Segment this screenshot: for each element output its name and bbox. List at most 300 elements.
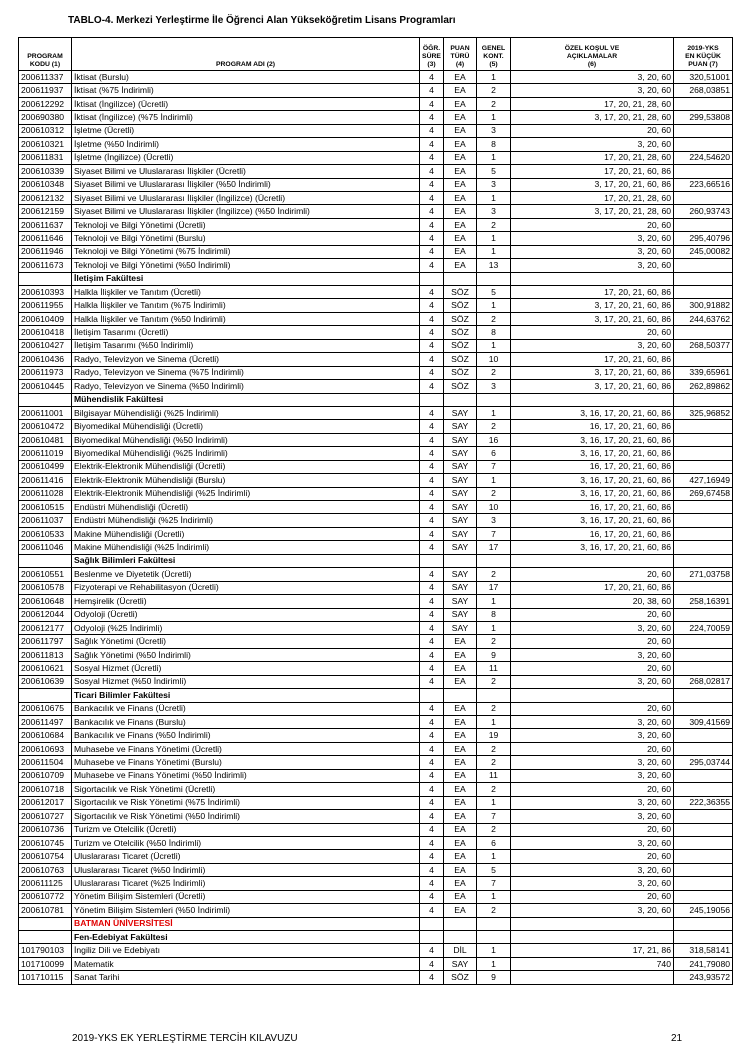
program-code: 200610409 [19, 312, 72, 325]
program-conditions: 16, 17, 20, 21, 60, 86 [511, 460, 674, 473]
empty-cell [511, 689, 674, 702]
program-score-type: EA [444, 756, 477, 769]
program-code: 200610445 [19, 380, 72, 393]
empty-cell [420, 393, 444, 406]
table-row [19, 662, 733, 675]
program-code: 101710099 [19, 957, 72, 970]
program-code: 200611125 [19, 877, 72, 890]
program-name: İletişim Tasarımı (%50 İndirimli) [72, 339, 420, 352]
program-name: İktisat (Burslu) [72, 71, 420, 84]
program-quota: 2 [477, 783, 511, 796]
program-score-type: EA [444, 742, 477, 755]
program-conditions: 20, 60 [511, 702, 674, 715]
program-duration: 4 [420, 971, 444, 984]
program-name: Siyaset Bilimi ve Uluslararası İlişkiler (İngilizce) (%50 İndirimli) [72, 205, 420, 218]
program-name: Endüstri Mühendisliği (Ücretli) [72, 501, 420, 514]
program-score-type: EA [444, 218, 477, 231]
program-min-score: 320,51001 [674, 71, 733, 84]
program-score-type: EA [444, 84, 477, 97]
program-min-score: 222,36355 [674, 796, 733, 809]
table-row [19, 97, 733, 110]
program-conditions: 20, 60 [511, 568, 674, 581]
program-score-type: SAY [444, 501, 477, 514]
program-quota: 2 [477, 487, 511, 500]
program-conditions: 20, 60 [511, 850, 674, 863]
program-quota: 2 [477, 635, 511, 648]
table-row [19, 702, 733, 715]
program-min-score: 241,79080 [674, 957, 733, 970]
table-row [19, 326, 733, 339]
program-quota: 2 [477, 568, 511, 581]
program-score-type: SÖZ [444, 286, 477, 299]
program-name: Biyomedikal Mühendisliği (Ücretli) [72, 420, 420, 433]
program-quota: 9 [477, 648, 511, 661]
program-conditions: 20, 60 [511, 742, 674, 755]
program-code: 200611504 [19, 756, 72, 769]
table-row [19, 84, 733, 97]
program-conditions: 3, 20, 60 [511, 259, 674, 272]
header-name: PROGRAM ADI (2) [72, 38, 420, 71]
table-row [19, 286, 733, 299]
faculty-row [19, 689, 733, 702]
program-min-score [674, 527, 733, 540]
program-score-type: EA [444, 124, 477, 137]
program-score-type: EA [444, 850, 477, 863]
table-row [19, 151, 733, 164]
program-conditions: 3, 17, 20, 21, 60, 86 [511, 178, 674, 191]
program-quota: 5 [477, 863, 511, 876]
program-code: 200610312 [19, 124, 72, 137]
faculty-name: Ticari Bilimler Fakültesi [72, 689, 420, 702]
program-min-score [674, 286, 733, 299]
program-min-score [674, 460, 733, 473]
program-conditions: 3, 20, 60 [511, 675, 674, 688]
program-score-type: EA [444, 783, 477, 796]
program-code: 101710115 [19, 971, 72, 984]
table-row [19, 890, 733, 903]
program-score-type: SÖZ [444, 366, 477, 379]
program-duration: 4 [420, 568, 444, 581]
program-min-score: 268,03851 [674, 84, 733, 97]
program-name: Muhasebe ve Finans Yönetimi (Burslu) [72, 756, 420, 769]
program-name: Turizm ve Otelcilik (Ücretli) [72, 823, 420, 836]
program-score-type: SAY [444, 568, 477, 581]
program-conditions: 3, 20, 60 [511, 716, 674, 729]
program-quota: 1 [477, 474, 511, 487]
program-score-type: EA [444, 729, 477, 742]
program-duration: 4 [420, 366, 444, 379]
program-min-score [674, 218, 733, 231]
program-name: Uluslararası Ticaret (Ücretli) [72, 850, 420, 863]
program-score-type: SÖZ [444, 299, 477, 312]
program-conditions: 3, 16, 17, 20, 21, 60, 86 [511, 541, 674, 554]
program-name: Bankacılık ve Finans (Burslu) [72, 716, 420, 729]
program-duration: 4 [420, 420, 444, 433]
program-conditions: 3, 17, 20, 21, 60, 86 [511, 366, 674, 379]
program-score-type: SÖZ [444, 339, 477, 352]
program-quota: 3 [477, 514, 511, 527]
program-name: Hemşirelik (Ücretli) [72, 595, 420, 608]
program-min-score [674, 165, 733, 178]
program-name: Makine Mühendisliği (Ücretli) [72, 527, 420, 540]
table-row [19, 541, 733, 554]
program-code: 200610427 [19, 339, 72, 352]
program-conditions: 17, 20, 21, 60, 86 [511, 286, 674, 299]
table-row [19, 312, 733, 325]
program-duration: 4 [420, 850, 444, 863]
program-code: 101790103 [19, 944, 72, 957]
program-score-type: SAY [444, 460, 477, 473]
program-min-score [674, 124, 733, 137]
program-duration: 4 [420, 796, 444, 809]
program-code: 200611831 [19, 151, 72, 164]
program-code: 200611046 [19, 541, 72, 554]
program-name: Sigortacılık ve Risk Yönetimi (Ücretli) [72, 783, 420, 796]
empty-cell [511, 917, 674, 930]
program-score-type: SÖZ [444, 326, 477, 339]
faculty-row [19, 393, 733, 406]
program-duration: 4 [420, 621, 444, 634]
empty-cell [444, 272, 477, 285]
program-quota: 2 [477, 756, 511, 769]
program-conditions: 3, 20, 60 [511, 245, 674, 258]
program-code: 200611955 [19, 299, 72, 312]
program-quota: 8 [477, 138, 511, 151]
program-conditions [511, 971, 674, 984]
header-score-type: PUAN TÜRÜ (4) [444, 38, 477, 71]
program-score-type: SAY [444, 420, 477, 433]
program-conditions: 17, 20, 21, 28, 60 [511, 151, 674, 164]
program-conditions: 20, 60 [511, 124, 674, 137]
program-conditions: 17, 20, 21, 60, 86 [511, 581, 674, 594]
program-code: 200611416 [19, 474, 72, 487]
program-min-score: 300,91882 [674, 299, 733, 312]
program-code: 200610621 [19, 662, 72, 675]
table-header [19, 38, 733, 71]
program-code: 200611937 [19, 84, 72, 97]
program-duration: 4 [420, 581, 444, 594]
table-row [19, 191, 733, 204]
program-conditions: 3, 20, 60 [511, 232, 674, 245]
program-name: Yönetim Bilişim Sistemleri (%50 İndirimli) [72, 904, 420, 917]
program-conditions: 3, 20, 60 [511, 796, 674, 809]
page-number: 21 [671, 1033, 683, 1044]
table-row [19, 380, 733, 393]
program-min-score [674, 742, 733, 755]
program-name: Sosyal Hizmet (%50 İndirimli) [72, 675, 420, 688]
program-conditions: 3, 16, 17, 20, 21, 60, 86 [511, 487, 674, 500]
program-duration: 4 [420, 702, 444, 715]
program-score-type: EA [444, 191, 477, 204]
program-conditions: 3, 16, 17, 20, 21, 60, 86 [511, 433, 674, 446]
empty-cell [674, 689, 733, 702]
table-row [19, 460, 733, 473]
program-min-score [674, 769, 733, 782]
program-score-type: SÖZ [444, 971, 477, 984]
program-quota: 1 [477, 151, 511, 164]
program-code: 200611673 [19, 259, 72, 272]
program-conditions: 16, 17, 20, 21, 60, 86 [511, 501, 674, 514]
program-code: 200610578 [19, 581, 72, 594]
program-quota: 1 [477, 299, 511, 312]
program-conditions: 20, 60 [511, 218, 674, 231]
program-code: 200690380 [19, 111, 72, 124]
table-row [19, 501, 733, 514]
program-code: 200610533 [19, 527, 72, 540]
program-score-type: SAY [444, 487, 477, 500]
program-score-type: EA [444, 178, 477, 191]
program-duration: 4 [420, 84, 444, 97]
program-name: İngiliz Dili ve Edebiyatı [72, 944, 420, 957]
program-code: 200612044 [19, 608, 72, 621]
program-name: Beslenme ve Diyetetik (Ücretli) [72, 568, 420, 581]
program-duration: 4 [420, 877, 444, 890]
program-conditions: 740 [511, 957, 674, 970]
program-code: 200610551 [19, 568, 72, 581]
program-min-score: 309,41569 [674, 716, 733, 729]
program-code: 200610772 [19, 890, 72, 903]
program-conditions: 17, 20, 21, 28, 60 [511, 191, 674, 204]
table-row [19, 756, 733, 769]
program-code: 200610754 [19, 850, 72, 863]
faculty-name: Sağlık Bilimleri Fakültesi [72, 554, 420, 567]
table-row [19, 406, 733, 419]
program-duration: 4 [420, 769, 444, 782]
program-duration: 4 [420, 353, 444, 366]
program-quota: 1 [477, 595, 511, 608]
program-name: Halkla İlişkiler ve Tanıtım (%50 İndirimli) [72, 312, 420, 325]
program-name: Bankacılık ve Finans (Ücretli) [72, 702, 420, 715]
program-min-score [674, 877, 733, 890]
table-row [19, 474, 733, 487]
program-score-type: EA [444, 877, 477, 890]
program-code: 200610321 [19, 138, 72, 151]
table-row [19, 433, 733, 446]
program-conditions: 3, 16, 17, 20, 21, 60, 86 [511, 447, 674, 460]
empty-cell [19, 917, 72, 930]
empty-cell [674, 272, 733, 285]
table-row [19, 729, 733, 742]
empty-cell [674, 931, 733, 944]
program-score-type: EA [444, 111, 477, 124]
program-code: 200611497 [19, 716, 72, 729]
program-duration: 4 [420, 595, 444, 608]
program-min-score: 224,54620 [674, 151, 733, 164]
program-conditions: 3, 20, 60 [511, 729, 674, 742]
table-row [19, 810, 733, 823]
program-duration: 4 [420, 541, 444, 554]
program-code: 200610718 [19, 783, 72, 796]
program-score-type: SAY [444, 433, 477, 446]
program-quota: 2 [477, 84, 511, 97]
program-quota: 2 [477, 218, 511, 231]
program-quota: 1 [477, 71, 511, 84]
program-min-score: 244,63762 [674, 312, 733, 325]
program-quota: 7 [477, 810, 511, 823]
program-duration: 4 [420, 783, 444, 796]
program-duration: 4 [420, 218, 444, 231]
table-row [19, 299, 733, 312]
program-code: 200612177 [19, 621, 72, 634]
program-conditions: 3, 20, 60 [511, 904, 674, 917]
program-conditions: 16, 17, 20, 21, 60, 86 [511, 527, 674, 540]
program-name: Uluslararası Ticaret (%25 İndirimli) [72, 877, 420, 890]
program-conditions: 20, 60 [511, 890, 674, 903]
program-conditions: 3, 17, 20, 21, 60, 86 [511, 299, 674, 312]
table-row [19, 769, 733, 782]
program-conditions: 20, 60 [511, 608, 674, 621]
program-table [18, 37, 733, 985]
table-row [19, 595, 733, 608]
program-min-score [674, 823, 733, 836]
program-min-score: 262,89862 [674, 380, 733, 393]
program-min-score: 299,53808 [674, 111, 733, 124]
table-row [19, 796, 733, 809]
table-row [19, 218, 733, 231]
program-duration: 4 [420, 232, 444, 245]
program-conditions: 3, 20, 60 [511, 648, 674, 661]
program-code: 200610436 [19, 353, 72, 366]
program-duration: 4 [420, 716, 444, 729]
table-row [19, 608, 733, 621]
empty-cell [477, 689, 511, 702]
program-duration: 4 [420, 111, 444, 124]
program-quota: 19 [477, 729, 511, 742]
table-row [19, 648, 733, 661]
program-conditions: 3, 17, 20, 21, 28, 60 [511, 111, 674, 124]
program-name: Biyomedikal Mühendisliği (%25 İndirimli) [72, 447, 420, 460]
empty-cell [511, 931, 674, 944]
program-duration: 4 [420, 675, 444, 688]
program-duration: 4 [420, 245, 444, 258]
program-code: 200610393 [19, 286, 72, 299]
program-conditions: 3, 20, 60 [511, 621, 674, 634]
program-code: 200610499 [19, 460, 72, 473]
program-code: 200611019 [19, 447, 72, 460]
program-name: İktisat (İngilizce) (Ücretli) [72, 97, 420, 110]
empty-cell [477, 393, 511, 406]
table-row [19, 514, 733, 527]
program-conditions: 20, 38, 60 [511, 595, 674, 608]
program-min-score [674, 514, 733, 527]
program-code: 200611028 [19, 487, 72, 500]
program-min-score [674, 783, 733, 796]
program-name: Siyaset Bilimi ve Uluslararası İlişkiler (İngilizce) (Ücretli) [72, 191, 420, 204]
program-duration: 4 [420, 890, 444, 903]
program-conditions: 3, 16, 17, 20, 21, 60, 86 [511, 514, 674, 527]
program-duration: 4 [420, 648, 444, 661]
program-quota: 13 [477, 259, 511, 272]
program-conditions: 3, 20, 60 [511, 863, 674, 876]
program-score-type: EA [444, 836, 477, 849]
empty-cell [674, 554, 733, 567]
program-code: 200610684 [19, 729, 72, 742]
program-score-type: EA [444, 662, 477, 675]
empty-cell [444, 931, 477, 944]
program-conditions: 3, 20, 60 [511, 339, 674, 352]
program-quota: 8 [477, 326, 511, 339]
program-code: 200610515 [19, 501, 72, 514]
empty-cell [511, 554, 674, 567]
program-score-type: SÖZ [444, 380, 477, 393]
program-min-score: 318,58141 [674, 944, 733, 957]
program-name: Bilgisayar Mühendisliği (%25 İndirimli) [72, 406, 420, 419]
program-name: Fizyoterapi ve Rehabilitasyon (Ücretli) [72, 581, 420, 594]
program-quota: 1 [477, 621, 511, 634]
empty-cell [19, 931, 72, 944]
program-conditions: 3, 16, 17, 20, 21, 60, 86 [511, 474, 674, 487]
program-quota: 10 [477, 501, 511, 514]
university-name: BATMAN ÜNİVERSİTESİ [72, 917, 420, 930]
program-conditions: 16, 17, 20, 21, 60, 86 [511, 420, 674, 433]
program-min-score [674, 326, 733, 339]
program-min-score [674, 850, 733, 863]
table-row [19, 111, 733, 124]
program-min-score: 268,50377 [674, 339, 733, 352]
faculty-row [19, 931, 733, 944]
program-min-score [674, 608, 733, 621]
program-min-score: 339,65961 [674, 366, 733, 379]
program-conditions: 3, 20, 60 [511, 810, 674, 823]
program-name: Radyo, Televizyon ve Sinema (%50 İndirimli) [72, 380, 420, 393]
program-min-score [674, 702, 733, 715]
program-min-score [674, 810, 733, 823]
program-quota: 1 [477, 716, 511, 729]
program-score-type: SAY [444, 514, 477, 527]
table-row [19, 635, 733, 648]
program-duration: 4 [420, 460, 444, 473]
program-duration: 4 [420, 151, 444, 164]
program-min-score [674, 581, 733, 594]
empty-cell [511, 393, 674, 406]
program-code: 200610709 [19, 769, 72, 782]
program-duration: 4 [420, 299, 444, 312]
program-min-score [674, 890, 733, 903]
program-quota: 3 [477, 178, 511, 191]
program-code: 200611637 [19, 218, 72, 231]
program-conditions: 3, 20, 60 [511, 756, 674, 769]
program-conditions: 3, 20, 60 [511, 769, 674, 782]
program-name: Matematik [72, 957, 420, 970]
table-row [19, 420, 733, 433]
program-score-type: EA [444, 675, 477, 688]
program-score-type: SÖZ [444, 353, 477, 366]
program-quota: 1 [477, 111, 511, 124]
empty-cell [19, 393, 72, 406]
program-duration: 4 [420, 836, 444, 849]
program-code: 200612132 [19, 191, 72, 204]
empty-cell [477, 272, 511, 285]
program-conditions: 17, 20, 21, 60, 86 [511, 353, 674, 366]
program-min-score [674, 191, 733, 204]
program-min-score: 258,16391 [674, 595, 733, 608]
program-name: Sigortacılık ve Risk Yönetimi (%75 İndirimli) [72, 796, 420, 809]
program-duration: 4 [420, 165, 444, 178]
program-score-type: SAY [444, 474, 477, 487]
program-duration: 4 [420, 71, 444, 84]
program-score-type: EA [444, 796, 477, 809]
empty-cell [19, 689, 72, 702]
empty-cell [19, 272, 72, 285]
program-duration: 4 [420, 191, 444, 204]
program-min-score [674, 541, 733, 554]
header-duration: ÖĞR. SÜRE (3) [420, 38, 444, 71]
program-conditions: 3, 20, 60 [511, 84, 674, 97]
program-quota: 1 [477, 944, 511, 957]
program-duration: 4 [420, 97, 444, 110]
program-name: Sağlık Yönetimi (Ücretli) [72, 635, 420, 648]
program-quota: 2 [477, 312, 511, 325]
